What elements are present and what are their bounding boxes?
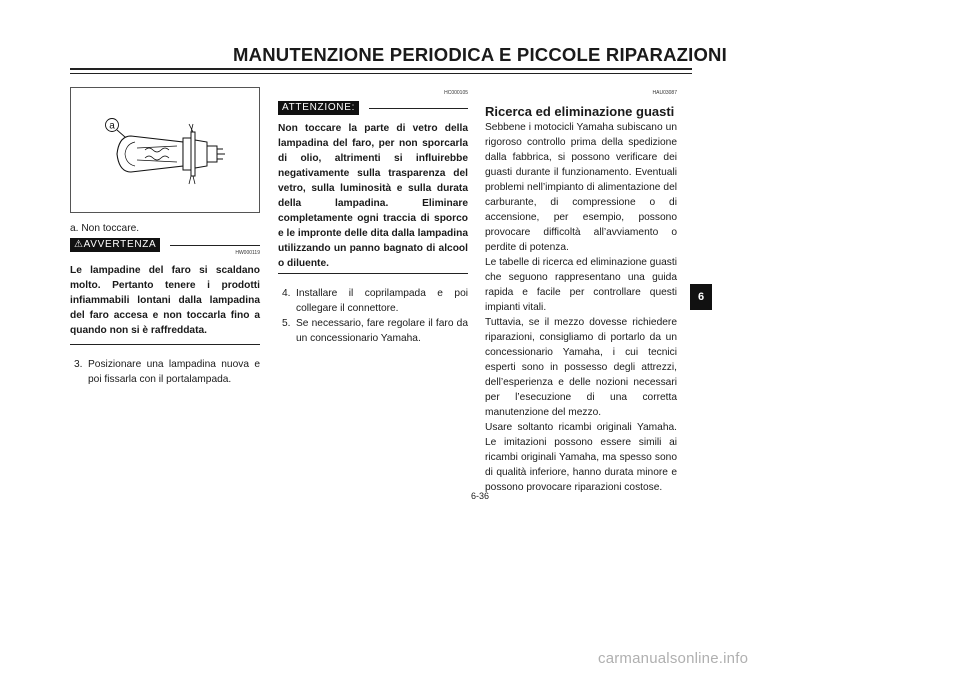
header-rule-thick [70, 68, 692, 70]
figure-box [70, 87, 260, 213]
paragraph: Usare soltanto ricambi originali Yamaha. Le imitazioni possono essere simili ai ricambi originali Yamaha, ma spesso sono di qualità inferiore, hanno durata minore e possono provocare riparazioni costose. [485, 422, 677, 493]
warning-code: HW000119 [235, 250, 260, 256]
caution-badge: ATTENZIONE: [278, 101, 359, 115]
warning-badge: ⚠AVVERTENZA [70, 238, 160, 252]
warning-text: Le lampadine del faro si scaldano molto. Pertanto tenere i prodotti infiammabili lontani dalla lampadina del faro accesa e non toccarla fino a quando non si è raffreddata. [70, 265, 260, 336]
callout-letter: a [109, 120, 115, 132]
headlight-bulb-illustration [71, 88, 259, 212]
list-item: 5. Se necessario, fare regolare il faro da un concessionario Yamaha. [282, 318, 468, 344]
caution-rule [369, 108, 468, 109]
paragraph: Sebbene i motocicli Yamaha subiscano un rigoroso controllo prima della spedizione dalla fabbrica, si possono verificare dei guasti durante il funzionamento. Eventuali problemi nell’impianto di alimentazione del carburante, di compressione o di accensione, per esempio, possono provocare difficoltà all’avviamento o perdite di potenza. [485, 122, 677, 253]
section-heading: Ricerca ed eliminazione guasti [485, 104, 675, 119]
caution-code: HC000105 [444, 90, 468, 96]
paragraph: Le tabelle di ricerca ed eliminazione guasti che seguono rappresentano una guida rapida e facile per controllare questi impianti vitali. [485, 257, 677, 313]
middle-column [278, 86, 468, 346]
warning-end-rule [70, 344, 260, 345]
left-column [70, 87, 260, 387]
caution-end-rule [278, 273, 468, 274]
list-item: 3. Posizionare una lampadina nuova e poi fissarla con il portalampada. [74, 359, 260, 385]
caution-text: Non toccare la parte di vetro della lampadina del faro, per non sporcarla di olio, altrimenti si influirebbe negativamente sulla trasparenza del vetro, sulla luminosità e sulla durata della lampadina. Eliminare completamente ogni traccia di sporco e le impronte delle dita dalla lampadina utilizzando un panno bagnato di alcool o diluente. [278, 123, 468, 269]
steps-left [74, 357, 260, 387]
steps-mid [282, 286, 468, 346]
watermark: carmanualsonline.info [598, 650, 749, 667]
caution-header [278, 101, 468, 115]
paragraph: Tuttavia, se il mezzo dovesse richiedere riparazioni, consigliamo di portarlo da un concessionario Yamaha, i cui tecnici esperti sono in possesso degli attrezzi, dell’esperienza e delle nozioni necessari per l’esecuzione di una corretta manutenzione del mezzo. [485, 317, 677, 418]
page-title: MANUTENZIONE PERIODICA E PICCOLE RIPARAZIONI [233, 44, 727, 65]
page-number: 6-36 [470, 491, 489, 501]
section-code: HAU03087 [652, 90, 677, 96]
chapter-tab: 6 [690, 284, 712, 310]
warning-icon: ⚠ [74, 239, 84, 250]
header-rule-thin [70, 73, 692, 74]
right-column [485, 86, 677, 495]
figure-caption: a. Non toccare. [70, 223, 140, 234]
list-item: 4. Installare il coprilampada e poi collegare il connettore. [282, 288, 468, 314]
